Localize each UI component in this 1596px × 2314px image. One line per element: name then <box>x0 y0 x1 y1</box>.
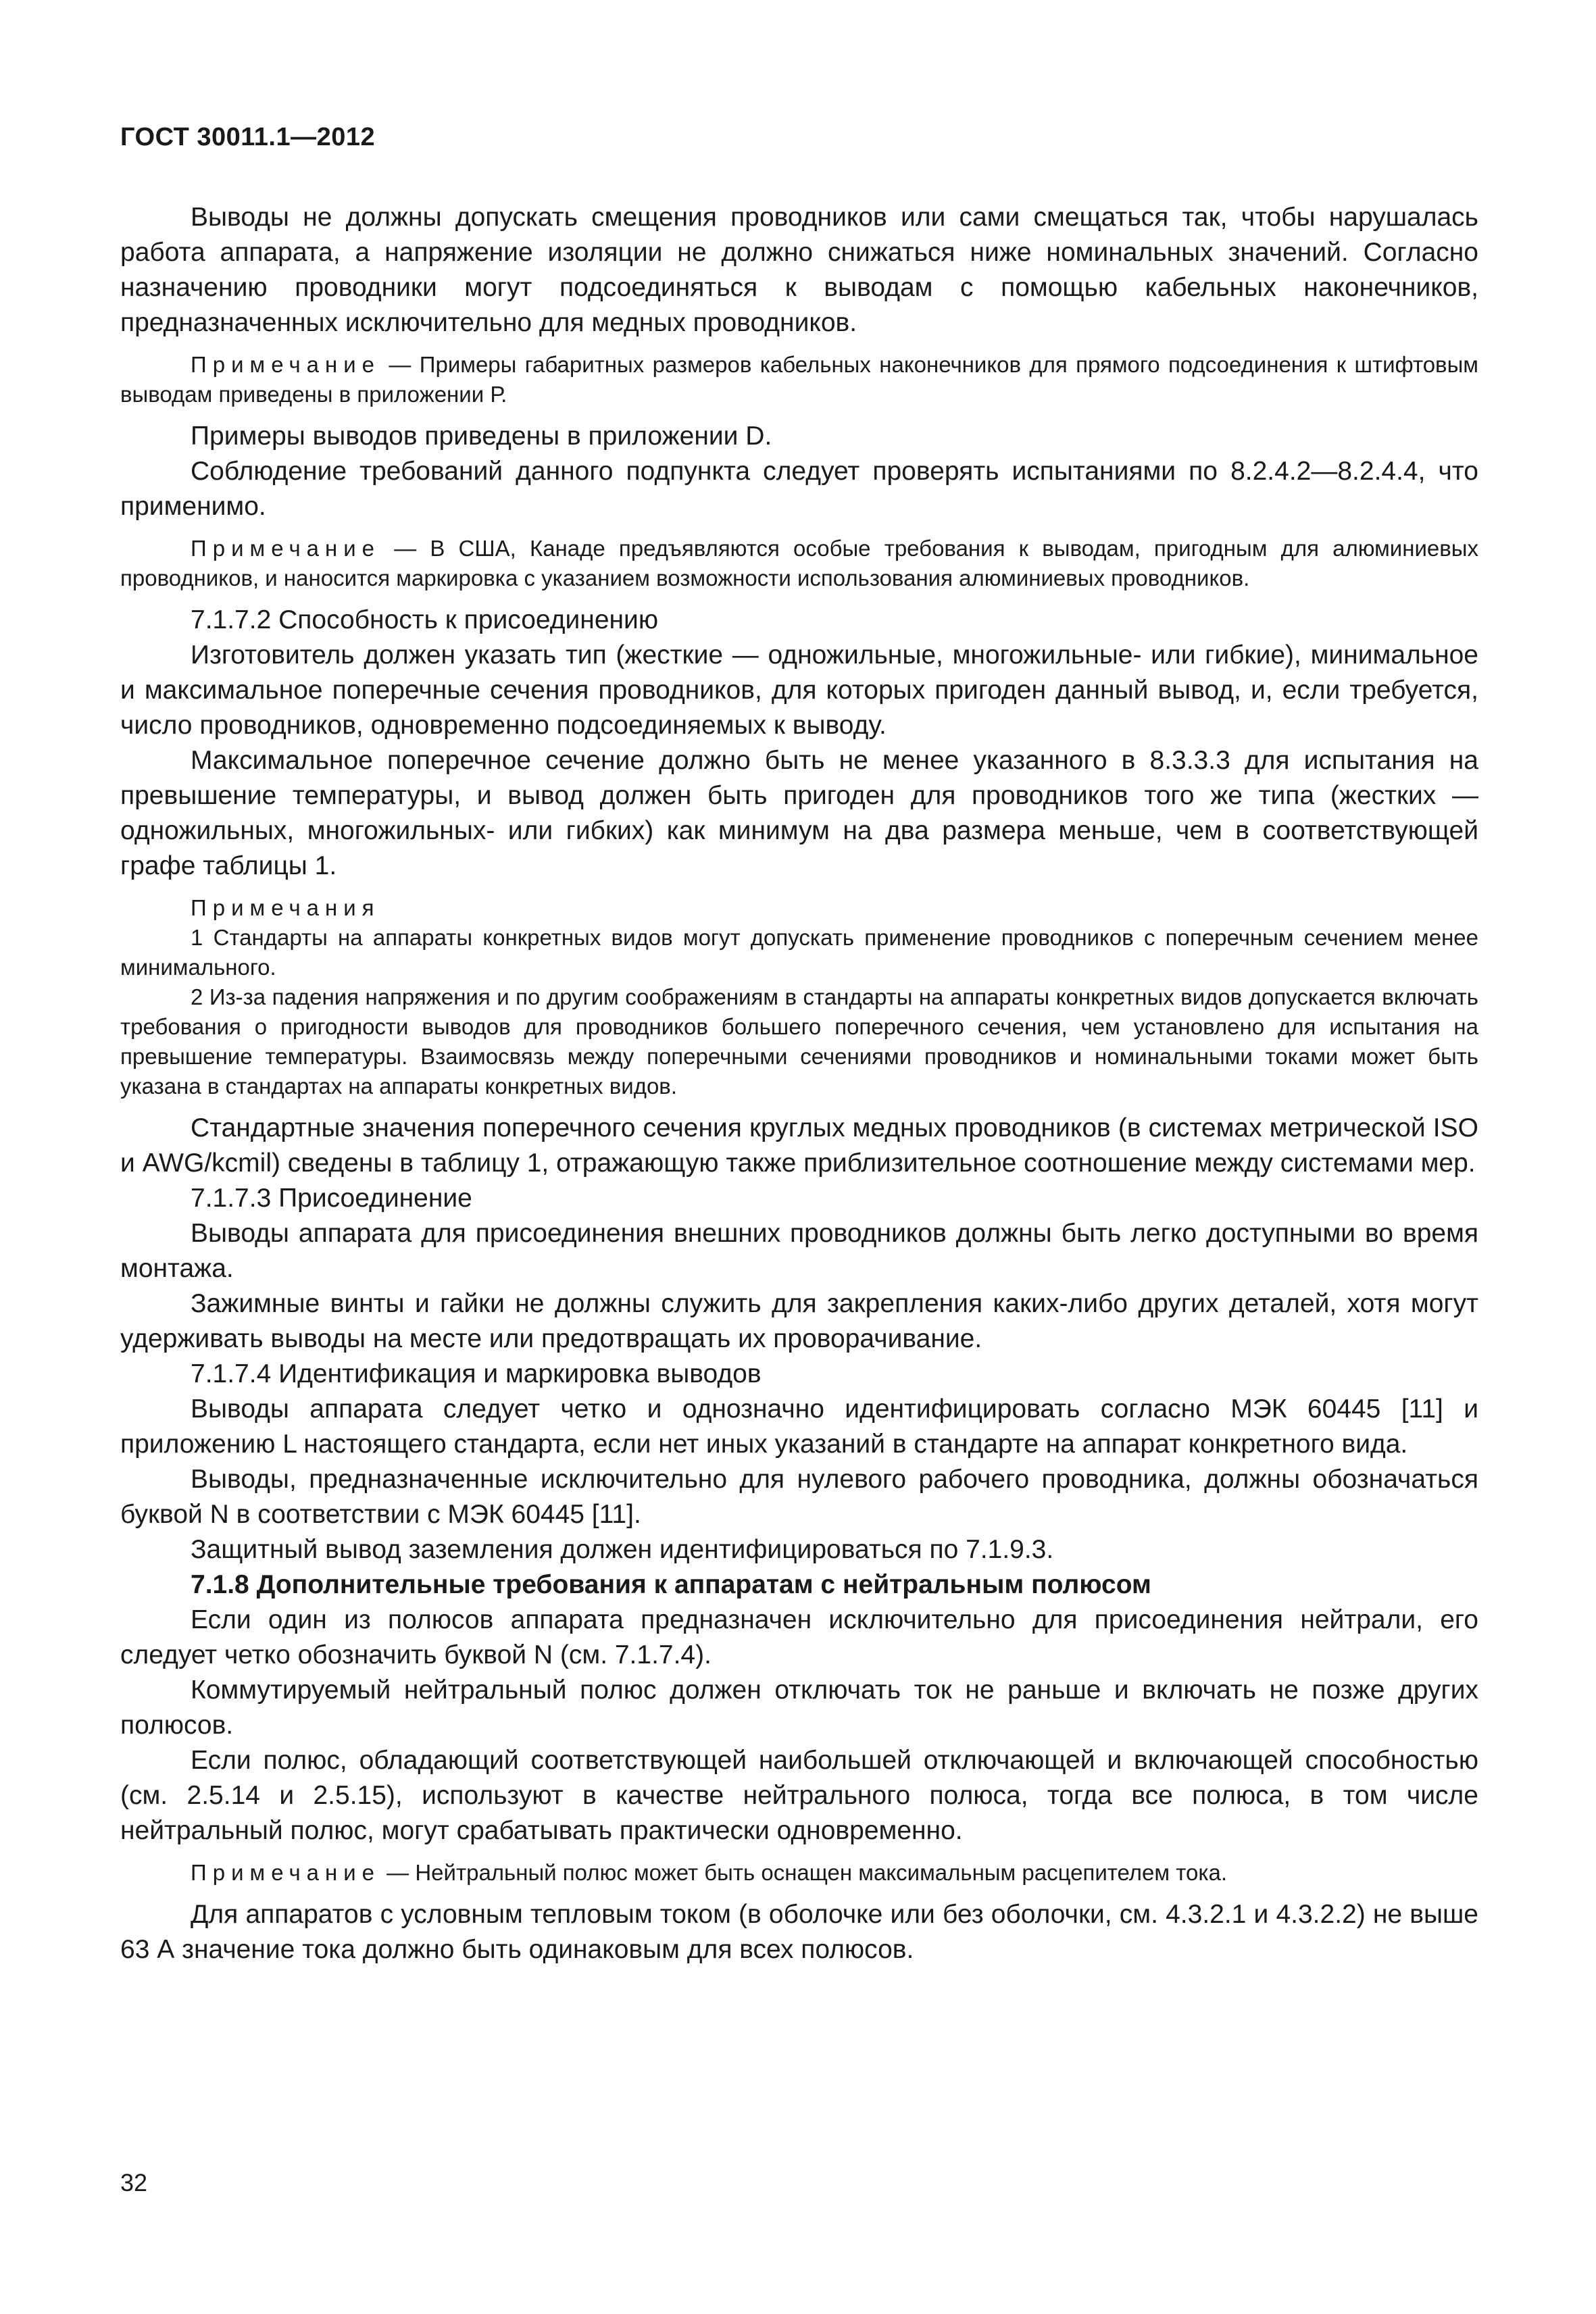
paragraph: Если один из полюсов аппарата предназначен исключительно для присоединения нейтрали, его следует четко обозначить буквой N (см. 7.1.7.4). <box>120 1605 1478 1669</box>
note-item-2: 2 Из-за падения напряжения и по другим соображениям в стандарты на аппараты конкретных видов допускается включать требования о пригодности выводов для проводников большего поперечного сечения, чем установлено для испытания на превышение температуры. Взаимосвязь между поперечными сечениями проводников и номинальными токами может быть указана в стандартах на аппараты конкретных видов. <box>120 984 1478 1099</box>
paragraph: Изготовитель должен указать тип (жесткие — одножильные, многожильные- или гибкие), минимальное и максимальное поперечные сечения проводников, для которых пригоден данный вывод, и, если требуется, число проводников, одновременно подсоединяемых к выводу. <box>120 640 1478 740</box>
note <box>120 350 1478 409</box>
paragraph: Если полюс, обладающий соответствующей наибольшей отключающей и включающей способностью (см. 2.5.14 и 2.5.15), используют в качестве нейтрального полюса, тогда все полюса, в том числе нейтральный полюс, могут срабатывать практически одновременно. <box>120 1746 1478 1845</box>
note <box>120 534 1478 593</box>
note <box>120 1858 1478 1888</box>
paragraph: Выводы не должны допускать смещения проводников или сами смещаться так, чтобы нарушалась работа аппарата, а напряжение изоляции не должно снижаться ниже номинальных значений. Согласно назначению проводники могут подсоединяться к выводам с помощью кабельных наконечников, предназначенных исключительно для медных проводников. <box>120 203 1478 337</box>
note-label: Примечание <box>191 536 381 561</box>
paragraph: Максимальное поперечное сечение должно быть не менее указанного в 8.3.3.3 для испытания на превышение температуры, и вывод должен быть пригоден для проводников того же типа (жестких — одножильных, многожильных- или гибких) как минимум на два размера меньше, чем в соответствующей графе таблицы 1. <box>120 746 1478 880</box>
note-label: Примечание <box>191 1860 381 1885</box>
notes-heading <box>120 893 1478 923</box>
note-text: — Примеры габаритных размеров кабельных наконечников для прямого подсоединения к штифтовым выводам приведены в приложении Р. <box>120 352 1478 407</box>
paragraph: Зажимные винты и гайки не должны служить для закрепления каких-либо других деталей, хотя могут удерживать выводы на месте или предотвращать их проворачивание. <box>120 1289 1478 1353</box>
document-page <box>120 0 1478 2314</box>
section-heading-7-1-8: 7.1.8 Дополнительные требования к аппаратам с нейтральным полюсом <box>191 1570 1151 1599</box>
section-heading-7-1-7-3: 7.1.7.3 Присоединение <box>191 1184 472 1213</box>
notes-label: Примечания <box>191 895 380 920</box>
paragraph: Защитный вывод заземления должен идентифицироваться по 7.1.9.3. <box>191 1535 1054 1564</box>
note-item-1: 1 Стандарты на аппараты конкретных видов могут допускать применение проводников с поперечным сечением менее минимального. <box>120 925 1478 980</box>
paragraph: Выводы аппарата следует четко и однозначно идентифицировать согласно МЭК 60445 [11] и приложению L настоящего стандарта, если нет иных указаний в стандарте на аппарат конкретного вида. <box>120 1394 1478 1459</box>
document-header: ГОСТ 30011.1—2012 <box>120 123 376 151</box>
paragraph: Выводы, предназначенные исключительно для нулевого рабочего проводника, должны обозначаться буквой N в соответствии с МЭК 60445 [11]. <box>120 1465 1478 1529</box>
document-body <box>120 200 1478 1967</box>
paragraph: Коммутируемый нейтральный полюс должен отключать ток не раньше и включать не позже других полюсов. <box>120 1676 1478 1740</box>
note-text: — Нейтральный полюс может быть оснащен максимальным расцепителем тока. <box>380 1860 1228 1885</box>
section-heading-7-1-7-2: 7.1.7.2 Способность к присоединению <box>191 605 659 634</box>
note-text: — В США, Канаде предъявляются особые требования к выводам, пригодным для алюминиевых проводников, и наносится маркировка с указанием возможности использования алюминиевых проводников. <box>120 536 1478 590</box>
section-heading-7-1-7-4: 7.1.7.4 Идентификация и маркировка выводов <box>191 1359 762 1388</box>
paragraph: Примеры выводов приведены в приложении D. <box>191 422 772 451</box>
paragraph: Выводы аппарата для присоединения внешних проводников должны быть легко доступными во время монтажа. <box>120 1219 1478 1283</box>
paragraph: Для аппаратов с условным тепловым током (в оболочке или без оболочки, см. 4.3.2.1 и 4.3.2.2) не выше 63 А значение тока должно быть одинаковым для всех полюсов. <box>120 1900 1478 1964</box>
page-number: 32 <box>120 2169 148 2196</box>
note-label: Примечание <box>191 352 381 377</box>
paragraph: Соблюдение требований данного подпункта следует проверять испытаниями по 8.2.4.2—8.2.4.4, что применимо. <box>120 457 1478 521</box>
paragraph: Стандартные значения поперечного сечения круглых медных проводников (в системах метрической ISO и AWG/kcmil) сведены в таблицу 1, отражающую также приблизительное соотношение между системами мер. <box>120 1113 1478 1178</box>
